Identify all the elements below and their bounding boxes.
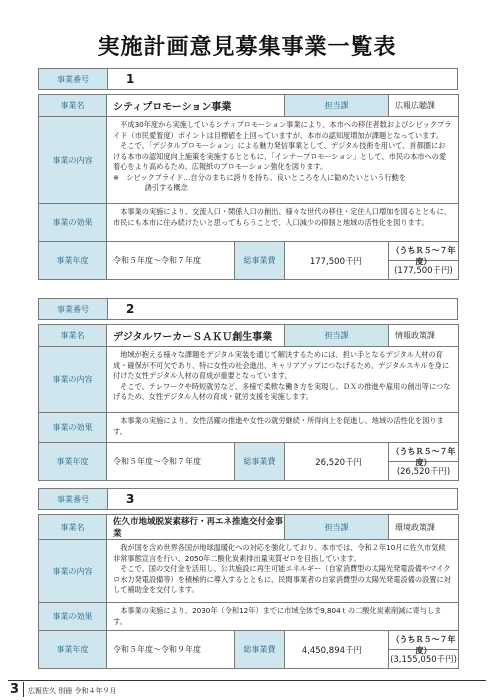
page-title: 実施計画意見募集事業一覧表: [97, 35, 397, 60]
project-table: [38, 514, 459, 669]
project-name: シティプロモーション事業: [107, 95, 285, 117]
page-number: 3: [10, 682, 24, 697]
effect-text: 本事業の実施により、2030年（令和12年）までに市域全体で9,804ｔの二酸化炭素削減に寄与します。: [107, 603, 459, 631]
content-label: 事業の内容: [39, 117, 107, 204]
project-name-label: 事業名: [39, 325, 107, 347]
total-cost-value: 177,500千円: [285, 242, 389, 280]
project-card-3: [38, 488, 458, 669]
effect-label: 事業の効果: [39, 603, 107, 631]
department-label: 担当課: [285, 325, 389, 347]
department-name: 広報広聴課: [389, 95, 459, 117]
project-name: 佐久市地域脱炭素移行・再エネ推進交付金事業: [107, 515, 285, 540]
content-label: 事業の内容: [39, 347, 107, 413]
breakdown-value: (3,155,050千円): [390, 655, 457, 665]
department-name: 環境政策課: [389, 515, 459, 540]
effect-text: 本事業の実施により、交流人口・関係人口の創出、様々な世代の移住・定住人口増加を図るとともに、市民にも本市に住み続けたいと思ってもらうことで、人口減少の抑制と地域の活性化を図ります。: [107, 204, 459, 242]
department-label: 担当課: [285, 95, 389, 117]
period-label: 事業年度: [39, 242, 107, 280]
content-text: 地域が抱える様々な課題をデジタル実装を通じて解決するためには、担い手となるデジタル人材の育成・確保が不可欠であり、特に女性の社会進出、キャリアアップにつなげるため、デジタルスキルを身に付けた女性デジタル人材の育成が重要となっています。 そこで、テレワークや時短就労など、多様で柔軟な働き方を実現し、ＤＸの推進や雇用の創出等につなげるため、女性デジタル人材の育成・就労支援を実施します。: [107, 347, 459, 413]
page-footer: [0, 676, 494, 700]
footer-divider: [8, 680, 486, 681]
breakdown-cell: [389, 443, 459, 481]
project-number-row: [38, 68, 458, 90]
period-value: 令和５年度～令和７年度: [107, 443, 235, 481]
effect-label: 事業の効果: [39, 204, 107, 242]
period-value: 令和５年度～令和７年度: [107, 242, 235, 280]
breakdown-value: (26,520千円): [396, 467, 451, 477]
breakdown-label: （うちＲ５～７年度）: [389, 631, 458, 650]
total-cost-value: 4,450,894千円: [285, 631, 389, 669]
project-number: 1: [126, 72, 135, 86]
department-label: 担当課: [285, 515, 389, 540]
period-value: 令和５年度～令和９年度: [107, 631, 235, 669]
project-number-label: 事業番号: [39, 69, 108, 89]
project-number: 3: [126, 492, 135, 506]
total-cost-label: 総事業費: [235, 242, 285, 280]
publication-info: 広報佐久 別冊 令和４年９月: [28, 687, 117, 695]
total-cost-value: 26,520千円: [285, 443, 389, 481]
project-number-row: [38, 488, 458, 510]
effect-text: 本事業の実施により、女性活躍の推進や女性の就労継続・所得向上を促進し、地域の活性化を図ります。: [107, 413, 459, 443]
content-text: 平成30年度から実施しているシティプロモーション事業により、本市への移住者数およびシビックプライド（市民愛着度）ポイントは目標値を上回っていますが、本市の認知度増加が課題となっています。 そこで、「デジタルプロモーション」による魅力発信事業として、デジタル技術を用いて、首都圏における本市の認知度向上施策を実施するとともに、「インナープロモーション」として、市民の本市への愛着心をより高めるため、広報紙のプロモーション強化を図ります。 ※ シビックプライド…自分のまちに誇りを持ち、良いところを人に勧めたいという行動を 誘引する概念: [107, 117, 459, 204]
period-label: 事業年度: [39, 443, 107, 481]
breakdown-label: （うちＲ５～７年度）: [389, 242, 458, 261]
total-cost-label: 総事業費: [235, 443, 285, 481]
project-name-label: 事業名: [39, 515, 107, 540]
project-name: デジタルワーカーＳＡＫＵ創生事業: [107, 325, 285, 347]
project-number-label: 事業番号: [39, 299, 108, 319]
effect-label: 事業の効果: [39, 413, 107, 443]
content-text: 我が国を含め世界各国が地球温暖化への対応を強化しており、本市では、令和２年10月に佐久市気候非常事態宣言を行い、2050年二酸化炭素排出量実質ゼロを目指しています。 そこで、国の交付金を活用し、公共施設に再生可能エネルギー（自家消費型の太陽光発電設備やマイクロ水力発電設備等）を積極的に導入するとともに、民間事業者の自家消費型の太陽光発電設備の設置に対して補助金を交付します。: [107, 540, 459, 603]
project-table: [38, 94, 459, 280]
breakdown-cell: [389, 242, 459, 280]
breakdown-cell: [389, 631, 459, 669]
breakdown-label: （うちＲ５～７年度）: [389, 443, 458, 462]
project-number-row: [38, 298, 458, 320]
project-table: [38, 324, 459, 481]
project-card-1: [38, 68, 458, 280]
project-name-label: 事業名: [39, 95, 107, 117]
department-name: 情報政策課: [389, 325, 459, 347]
period-label: 事業年度: [39, 631, 107, 669]
total-cost-label: 総事業費: [235, 631, 285, 669]
project-number-label: 事業番号: [39, 489, 108, 509]
content-label: 事業の内容: [39, 540, 107, 603]
project-number: 2: [126, 302, 135, 316]
breakdown-value: (177,500千円): [394, 266, 453, 276]
project-card-2: [38, 298, 458, 481]
